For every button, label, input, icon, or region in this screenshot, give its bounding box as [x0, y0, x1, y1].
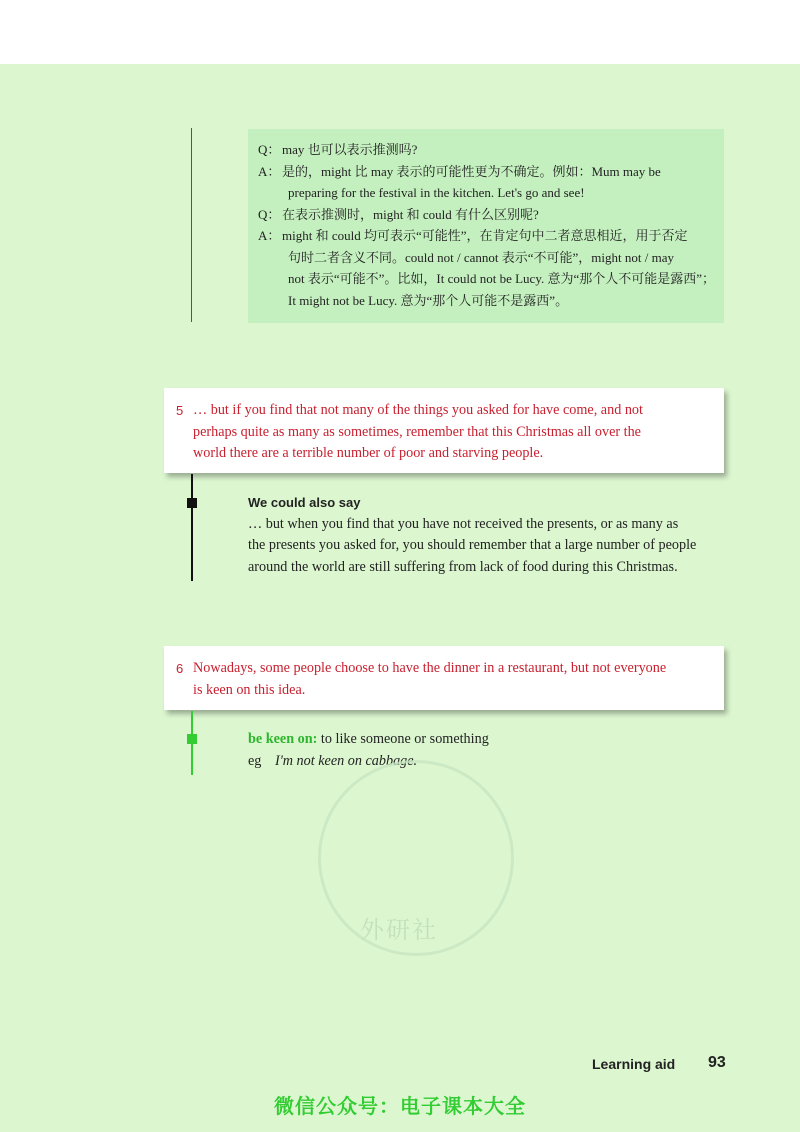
- quote-number: 5: [176, 403, 184, 418]
- example-text: I'm not keen on cabbage.: [275, 752, 418, 769]
- square-bullet-icon: [187, 734, 197, 744]
- qa-box: [248, 129, 724, 323]
- square-bullet-icon: [187, 498, 197, 508]
- example-label: eg: [248, 752, 262, 769]
- qa-line: 句时二者含义不同。could not / cannot 表示“不可能”，might not / may: [288, 249, 674, 265]
- page-number: 93: [708, 1054, 726, 1071]
- qa-line: It might not be Lucy. 意为“那个人可能不是露西”。: [288, 292, 569, 308]
- note-we-could-also-say: We could also say … but when you find that you have not received the presents, or as many as the presents you asked for, you should remember that a large number of people around the world are still suffering from lack of food during this Christmas.: [248, 492, 696, 578]
- note-heading: We could also say: [248, 495, 361, 510]
- qa-line: Q： 在表示推测时，might 和 could 有什么区别呢?: [258, 206, 539, 222]
- vocab-definition: to like someone or something: [317, 731, 489, 747]
- vocab-term: be keen on:: [248, 731, 318, 747]
- note-left-rule: [191, 474, 193, 581]
- quote-box-5: [164, 388, 724, 473]
- qa-line: preparing for the festival in the kitchen. Let's go and see!: [288, 185, 585, 200]
- wechat-account-banner: 微信公众号：电子课本大全: [274, 1094, 526, 1118]
- footer-section-label: Learning aid: [592, 1056, 676, 1072]
- qa-line: A： might 和 could 均可表示“可能性”，在肯定句中二者意思相近，用于否定: [258, 228, 688, 243]
- quote-number: 6: [176, 661, 184, 676]
- qa-line: not 表示“可能不”。比如，It could not be Lucy. 意为“那个人不可能是露西”；: [288, 271, 716, 286]
- qa-line: Q： may 也可以表示推测吗?: [258, 142, 418, 157]
- quote-text: … but if you find that not many of the things you asked for have come, and not perhaps quite as many as sometimes, remember that this Christmas all over the world there are a terrible number of poor and starving people.: [193, 402, 643, 461]
- note-vocabulary: [248, 729, 489, 772]
- qa-line: A： 是的，might 比 may 表示的可能性更为不确定。例如：Mum may be: [258, 163, 661, 179]
- quote-box-6: [164, 646, 724, 710]
- publisher-watermark-text: 外研社: [360, 916, 438, 944]
- quote-text: Nowadays, some people choose to have the dinner in a restaurant, but not everyone is keen on this idea.: [193, 660, 667, 698]
- qa-left-rule: [191, 128, 192, 322]
